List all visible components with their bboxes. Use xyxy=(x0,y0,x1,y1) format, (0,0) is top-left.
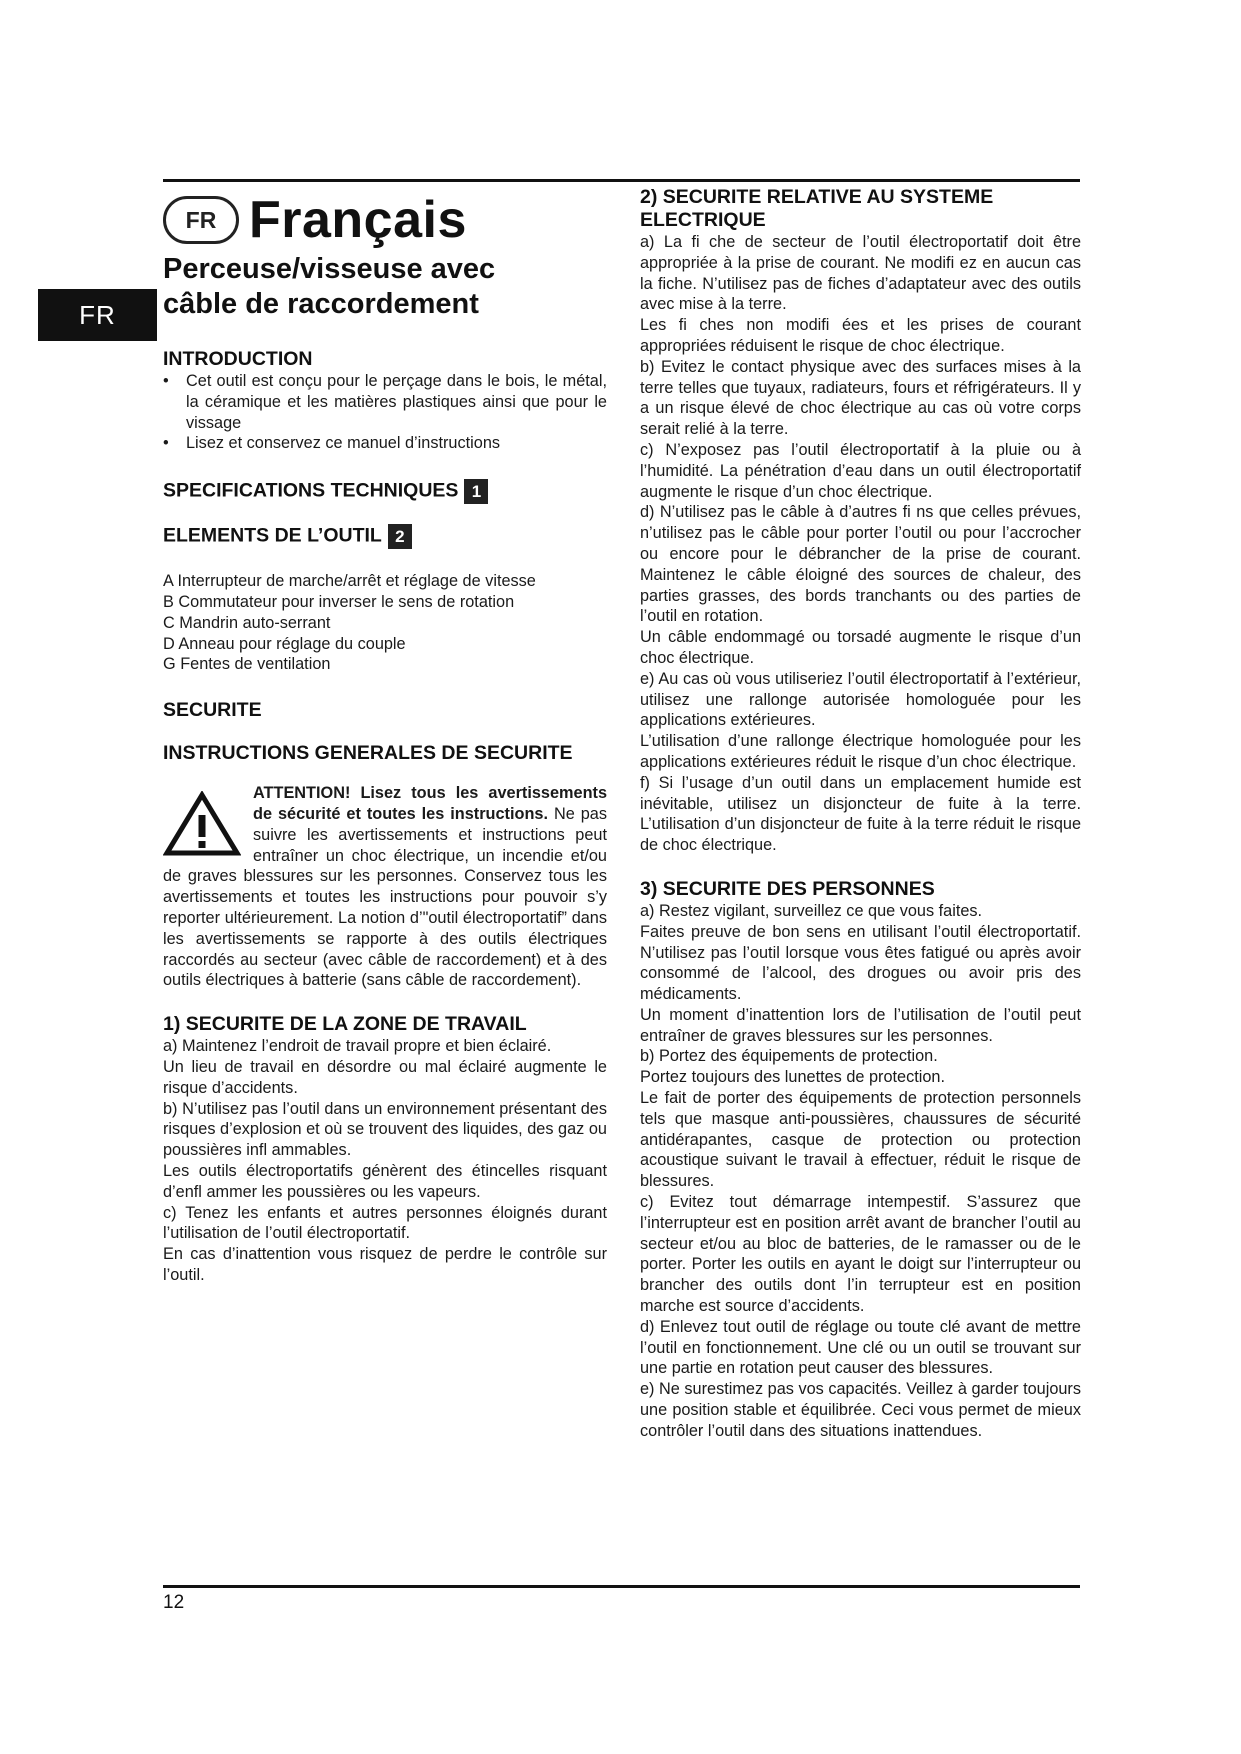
paragraph: c) Evitez tout démarrage intempestif. S’assurez que l’interrupteur est en position arrêt avant de brancher l’outil au secteur et/ou au bloc de batteries, de le ramasser ou de le porter. Porter les outils en ayant le doigt sur l’interrupteur ou brancher des outils dont l’in terrupteur est en position marche est source d’accidents. xyxy=(640,1193,1081,1316)
product-title-line-1: Perceuse/visseuse avec xyxy=(163,253,496,285)
specifications-heading xyxy=(163,479,607,504)
language-tab: FR xyxy=(38,289,157,341)
paragraph: f) Si l’usage d’un outil dans un emplacement humide est inévitable, utilisez un disjoncteur de fuite à la terre. L’utilisation d’un disjoncteur de fuite à la terre réduit le risque de choc électrique. xyxy=(640,773,1081,855)
language-badge: FR xyxy=(163,196,239,244)
list-item: • Cet outil est conçu pour le perçage dans le bois, le métal, la céramique et les matières plastiques ainsi que pour le vissage xyxy=(163,371,607,433)
list-item: B Commutateur pour inverser le sens de rotation xyxy=(163,592,515,611)
instructions-heading: INSTRUCTIONS GENERALES DE SECURITE xyxy=(163,742,573,765)
paragraph: Portez toujours des lunettes de protection. xyxy=(640,1068,946,1087)
page-number: 12 xyxy=(163,1592,185,1613)
language-header xyxy=(163,192,467,248)
figure-badge-1: 1 xyxy=(464,479,488,504)
list-item: G Fentes de ventilation xyxy=(163,655,331,674)
zone-heading: 1) SECURITE DE LA ZONE DE TRAVAIL xyxy=(163,1013,527,1036)
paragraph: b) Evitez le contact physique avec des surfaces mises à la terre telles que tuyaux, radiateurs, fours et réfrigérateurs. Il y a un risque élevé de choc électrique au cas où votre corps serait relié à la terre. xyxy=(640,357,1081,439)
paragraph: Les outils électroportatifs génèrent des étincelles risquant d’enfl ammer les poussières ou les vapeurs. xyxy=(163,1161,607,1201)
introduction-heading: INTRODUCTION xyxy=(163,348,313,370)
personnes-heading: 3) SECURITE DES PERSONNES xyxy=(640,877,935,900)
zone-text xyxy=(163,1036,607,1286)
paragraph: a) Maintenez l’endroit de travail propre et bien éclairé. xyxy=(163,1037,552,1056)
list-item: C Mandrin auto-serrant xyxy=(163,613,331,632)
attention-lead: ATTENTION! Lisez tous les avertissements de sécurité et toutes les instructions. xyxy=(253,784,607,823)
electric-heading: 2) SECURITE RELATIVE AU SYSTEME ELECTRIQUE xyxy=(640,186,994,231)
warning-icon xyxy=(163,791,241,857)
paragraph: e) Ne surestimez pas vos capacités. Veillez à garder toujours une position stable et équilibrée. Ceci vous permet de mieux contrôler l’outil dans des situations inattendues. xyxy=(640,1380,1081,1440)
attention-block xyxy=(163,783,607,991)
paragraph: a) La fi che de secteur de l’outil électroportatif doit être appropriée à la prise de courant. Ne modifi ez en aucun cas la fiche. N’utilisez pas de fiches d’adaptateur avec des outils avec mise à la terre. xyxy=(640,233,1081,314)
paragraph: L’utilisation d’une rallonge électrique homologuée pour les applications extérieures réduit le risque d’un choc électrique. xyxy=(640,732,1081,771)
paragraph: e) Au cas où vous utiliseriez l’outil électroportatif à l’extérieur, utilisez une rallonge autorisée homologuée pour les applications extérieures. xyxy=(640,669,1081,730)
list-item: A Interrupteur de marche/arrêt et réglage de vitesse xyxy=(163,572,536,591)
paragraph: Un moment d’inattention lors de l’utilisation de l’outil peut entraîner de graves blessures sur les personnes. xyxy=(640,1005,1081,1045)
list-item: D Anneau pour réglage du couple xyxy=(163,634,406,653)
language-name: Français xyxy=(249,191,467,249)
paragraph: c) Tenez les enfants et autres personnes éloignés durant l’utilisation de l’outil électroportatif. xyxy=(163,1203,607,1243)
paragraph: a) Restez vigilant, surveillez ce que vous faites. xyxy=(640,901,983,920)
figure-badge-2: 2 xyxy=(388,524,412,549)
personnes-text xyxy=(640,901,1081,1442)
electric-text xyxy=(640,232,1081,856)
paragraph: Faites preuve de bon sens en utilisant l’outil électroportatif. N’utilisez pas l’outil lorsque vous êtes fatigué ou après avoir consommé de l’alcool, des drogues ou avoir pris des médicaments. xyxy=(640,922,1081,1004)
bottom-rule xyxy=(163,1585,1080,1588)
paragraph: d) N’utilisez pas le câble à d’autres fi ns que celles prévues, n’utilisez pas le câble pour porter l’outil ou pour l’accrocher ou encore pour le débrancher de la prise de courant. Maintenez le câble éloigné des sources de chaleur, des parties grasses, des bords tranchants ou des parties de l’outil en rotation. xyxy=(640,503,1081,626)
paragraph: b) N’utilisez pas l’outil dans un environnement présentant des risques d’explosion et où se trouvent des liquides, des gaz ou poussières infl ammables. xyxy=(163,1099,607,1160)
specifications-heading-text: SPECIFICATIONS TECHNIQUES xyxy=(163,479,459,502)
paragraph: d) Enlevez tout outil de réglage ou toute clé avant de mettre l’outil en fonctionnement. Une clé ou un outil se trouvant sur une partie en rotation peut causer des blessures. xyxy=(640,1317,1081,1378)
introduction-list xyxy=(163,371,607,454)
paragraph: b) Portez des équipements de protection. xyxy=(640,1047,938,1066)
paragraph: Les fi ches non modifi ées et les prises de courant appropriées réduisent le risque de choc électrique. xyxy=(640,316,1081,355)
right-column xyxy=(640,186,1081,1442)
paragraph: Un câble endommagé ou torsadé augmente le risque d’un choc électrique. xyxy=(640,628,1081,667)
paragraph: Le fait de porter des équipements de protection personnels tels que masque anti-poussières, chaussures de sécurité antidérapantes, casque de protection ou protection acoustique suivant le travail à effectuer, réduit le risque de blessures. xyxy=(640,1089,1081,1191)
attention-body: Ne pas suivre les avertissements et instructions peut entraîner un choc électrique, un incendie et/ou de graves blessures sur les personnes. Conservez tous les avertissements et toutes les instructions pour pouvoir s’y reporter ultérieurement. La notion d’"outil électroportatif” dans les avertissements se rapporte à des outils électriques raccordés au secteur (avec câble de raccordement) et à des outils électriques à batterie (sans câble de raccordement). xyxy=(163,804,607,990)
paragraph: En cas d’inattention vous risquez de perdre le contrôle sur l’outil. xyxy=(163,1245,607,1284)
left-column xyxy=(163,252,607,1286)
list-item: • Lisez et conservez ce manuel d’instructions xyxy=(163,433,607,454)
paragraph: Un lieu de travail en désordre ou mal éclairé augmente le risque d’accidents. xyxy=(163,1057,607,1097)
elements-list xyxy=(163,571,607,675)
top-rule xyxy=(163,179,1080,182)
elements-heading xyxy=(163,524,607,549)
elements-heading-text: ELEMENTS DE L’OUTIL xyxy=(163,524,382,547)
securite-heading: SECURITE xyxy=(163,699,262,722)
product-title-line-2: câble de raccordement xyxy=(163,288,479,320)
paragraph: c) N’exposez pas l’outil électroportatif à la pluie ou à l’humidité. La pénétration d’eau dans un outil électroportatif augmente le risque d’un choc électrique. xyxy=(640,440,1081,501)
